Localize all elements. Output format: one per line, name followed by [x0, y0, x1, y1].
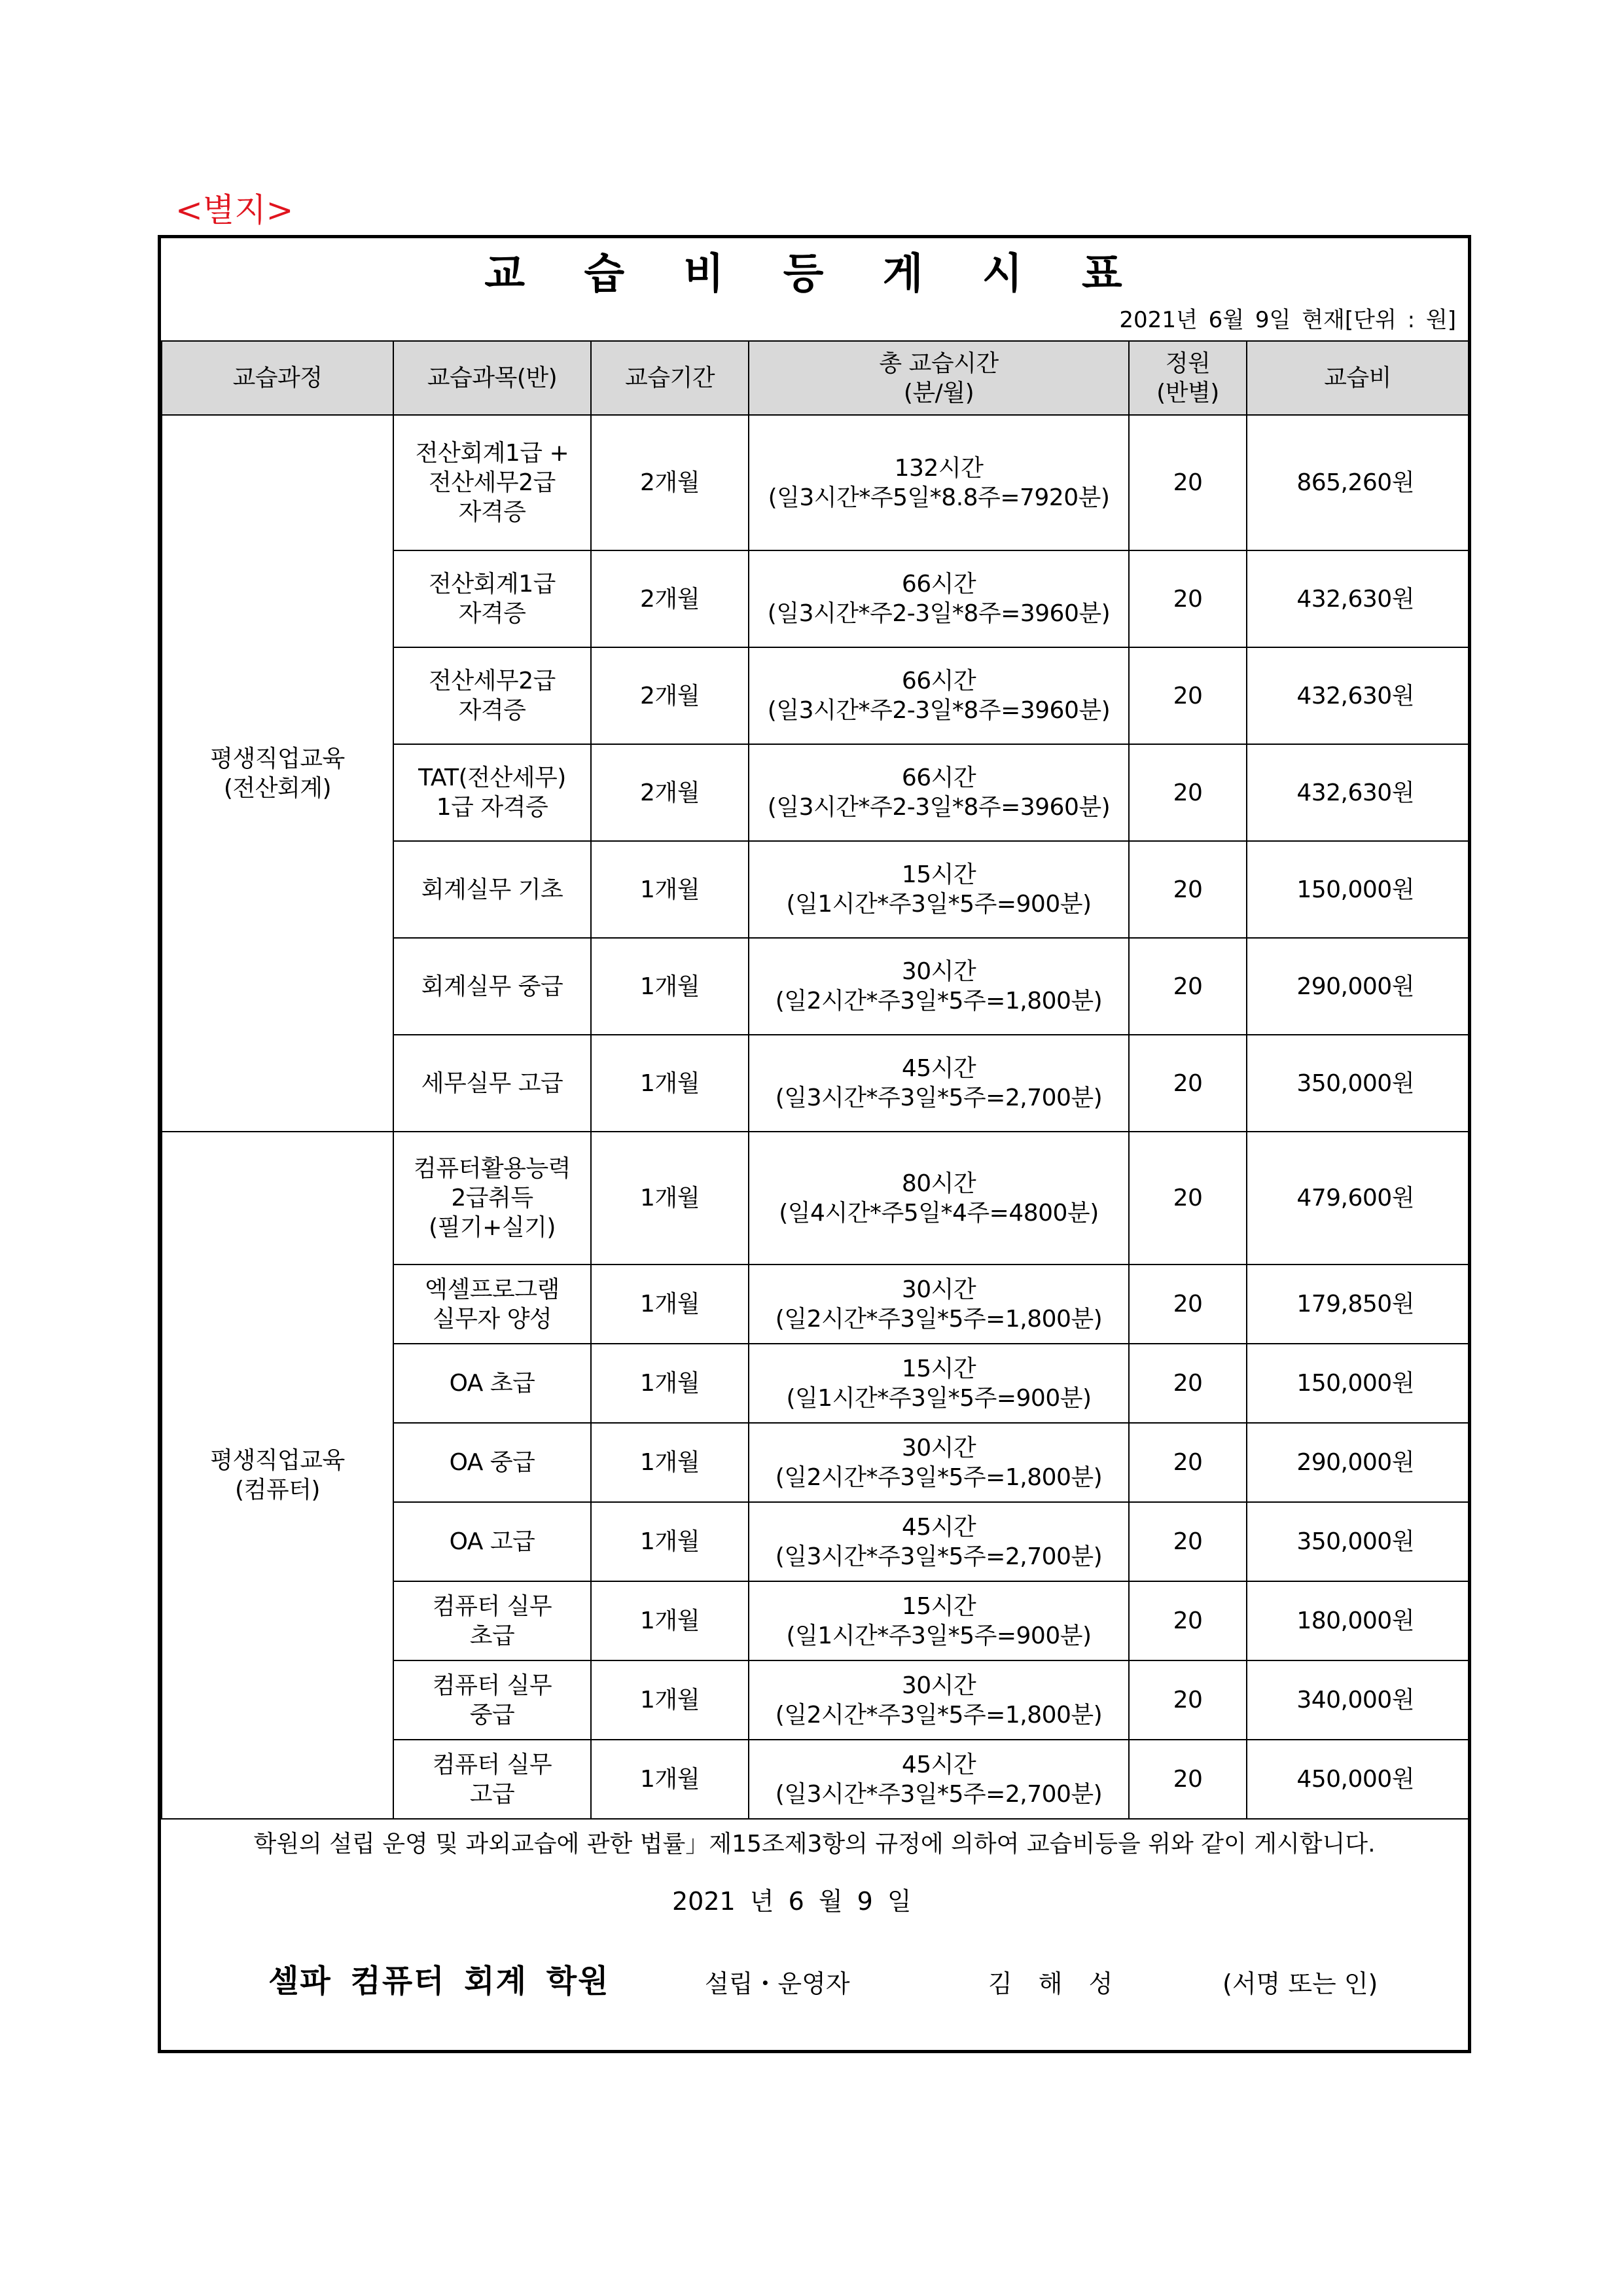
- total-hours: 80시간: [901, 1170, 976, 1197]
- total-hours: 45시간: [901, 1055, 976, 1082]
- hours-cell: [749, 1740, 1129, 1819]
- fee-cell: 450,000원: [1247, 1740, 1469, 1819]
- subject-line: OA 고급: [449, 1528, 535, 1555]
- title-row: [161, 238, 1468, 343]
- hours-cell: [749, 1035, 1129, 1132]
- subject-cell: [393, 415, 591, 550]
- capacity-cell: 20: [1129, 647, 1247, 744]
- subject-line: 실무자 양성: [432, 1305, 552, 1333]
- subject-line: 컴퓨터 실무: [432, 1751, 552, 1778]
- subject-line: OA 중급: [449, 1449, 535, 1476]
- capacity-cell: 20: [1129, 1035, 1247, 1132]
- period-cell: 1개월: [591, 1265, 749, 1344]
- hours-cell: [749, 550, 1129, 647]
- date-unit-line: 2021년 6월 9일 현재[단위 : 원]: [1119, 307, 1456, 333]
- publish-date: 2021 년 6 월 9 일: [672, 1887, 912, 1916]
- total-hours: 66시간: [901, 571, 976, 598]
- fee-table: [161, 340, 1469, 1820]
- total-hours: 15시간: [901, 861, 976, 888]
- hours-calculation: (일3시간*주3일*5주=2,700분): [775, 1780, 1103, 1808]
- period-cell: 1개월: [591, 1035, 749, 1132]
- subject-line: 고급: [469, 1780, 515, 1808]
- capacity-cell: 20: [1129, 1423, 1247, 1502]
- period-cell: 1개월: [591, 1660, 749, 1740]
- total-hours: 30시간: [901, 1276, 976, 1303]
- subject-line: 자격증: [458, 697, 526, 724]
- capacity-cell: 20: [1129, 1502, 1247, 1581]
- subject-line: 전산회계1급: [429, 571, 556, 598]
- course-category-cell: [162, 1132, 393, 1819]
- subject-cell: [393, 1660, 591, 1740]
- hours-cell: [749, 1265, 1129, 1344]
- subject-line: 전산세무2급: [429, 668, 556, 694]
- header-hours-line2: (분/월): [903, 379, 974, 406]
- subject-line: 전산세무2급: [429, 469, 556, 496]
- subject-cell: [393, 744, 591, 841]
- header-subject: 교습과목(반): [393, 341, 591, 415]
- course-category-line: (전산회계): [223, 774, 332, 802]
- hours-cell: [749, 841, 1129, 938]
- signature-note: (서명 또는 인): [1222, 1969, 1378, 1998]
- subject-cell: [393, 1035, 591, 1132]
- hours-cell: [749, 1581, 1129, 1660]
- hours-calculation: (일3시간*주2-3일*8주=3960분): [767, 697, 1111, 724]
- hours-cell: [749, 938, 1129, 1035]
- hours-calculation: (일4시간*주5일*4주=4800분): [779, 1199, 1099, 1227]
- period-cell: 1개월: [591, 1132, 749, 1265]
- period-cell: 1개월: [591, 1740, 749, 1819]
- fee-notice-frame: [158, 235, 1471, 2053]
- period-cell: 1개월: [591, 1581, 749, 1660]
- period-cell: 2개월: [591, 647, 749, 744]
- subject-line: 중급: [469, 1701, 515, 1729]
- hours-cell: [749, 647, 1129, 744]
- header-hours: [749, 341, 1129, 415]
- period-cell: 2개월: [591, 415, 749, 550]
- fee-cell: 290,000원: [1247, 938, 1469, 1035]
- header-capacity: [1129, 341, 1247, 415]
- total-hours: 132시간: [894, 454, 984, 482]
- subject-line: TAT(전산세무): [418, 764, 566, 791]
- subject-cell: [393, 841, 591, 938]
- header-capacity-line1: 정원: [1165, 350, 1211, 377]
- document-title: 교 습 비 등 게 시 표: [484, 250, 1145, 298]
- hours-calculation: (일3시간*주2-3일*8주=3960분): [767, 600, 1111, 627]
- capacity-cell: 20: [1129, 1740, 1247, 1819]
- subject-line: 전산회계1급 +: [415, 440, 569, 467]
- total-hours: 66시간: [901, 764, 976, 791]
- total-hours: 15시간: [901, 1592, 976, 1620]
- operator-name: 김 해 성: [988, 1969, 1122, 1998]
- subject-line: OA 초급: [449, 1370, 535, 1397]
- hours-calculation: (일2시간*주3일*5주=1,800분): [775, 988, 1103, 1014]
- subject-line: 컴퓨터 실무: [432, 1592, 552, 1620]
- subject-line: 자격증: [458, 499, 526, 526]
- capacity-cell: 20: [1129, 1581, 1247, 1660]
- header-period: 교습기간: [591, 341, 749, 415]
- subject-cell: [393, 1265, 591, 1344]
- subject-cell: [393, 1132, 591, 1265]
- academy-name: 셀파 컴퓨터 회계 학원: [268, 1963, 610, 2000]
- total-hours: 45시간: [901, 1513, 976, 1541]
- subject-cell: [393, 1502, 591, 1581]
- hours-cell: [749, 1502, 1129, 1581]
- hours-calculation: (일3시간*주3일*5주=2,700분): [775, 1085, 1103, 1111]
- total-hours: 30시간: [901, 958, 976, 985]
- annex-label: <별지>: [175, 191, 294, 229]
- hours-calculation: (일1시간*주3일*5주=900분): [786, 891, 1092, 918]
- subject-line: 2급취득: [451, 1185, 533, 1211]
- subject-line: 세무실무 고급: [421, 1069, 563, 1097]
- capacity-cell: 20: [1129, 1132, 1247, 1265]
- period-cell: 2개월: [591, 550, 749, 647]
- fee-cell: 432,630원: [1247, 550, 1469, 647]
- capacity-cell: 20: [1129, 744, 1247, 841]
- table-row: [162, 415, 1469, 550]
- period-cell: 1개월: [591, 1344, 749, 1423]
- fee-cell: 150,000원: [1247, 841, 1469, 938]
- hours-cell: [749, 415, 1129, 550]
- subject-line: 자격증: [458, 600, 526, 627]
- hours-calculation: (일1시간*주3일*5주=900분): [786, 1622, 1092, 1649]
- fee-cell: 340,000원: [1247, 1660, 1469, 1740]
- subject-cell: [393, 1581, 591, 1660]
- hours-cell: [749, 744, 1129, 841]
- header-fee: 교습비: [1247, 341, 1469, 415]
- hours-calculation: (일3시간*주5일*8.8주=7920분): [768, 484, 1110, 511]
- capacity-cell: 20: [1129, 938, 1247, 1035]
- total-hours: 66시간: [901, 668, 976, 694]
- header-hours-line1: 총 교습시간: [879, 350, 999, 377]
- fee-cell: 432,630원: [1247, 647, 1469, 744]
- subject-line: 엑셀프로그램: [425, 1276, 560, 1303]
- capacity-cell: 20: [1129, 1265, 1247, 1344]
- hours-calculation: (일2시간*주3일*5주=1,800분): [775, 1463, 1103, 1491]
- total-hours: 15시간: [901, 1355, 976, 1382]
- subject-cell: [393, 1423, 591, 1502]
- hours-calculation: (일2시간*주3일*5주=1,800분): [775, 1305, 1103, 1333]
- subject-cell: [393, 550, 591, 647]
- period-cell: 1개월: [591, 1502, 749, 1581]
- subject-cell: [393, 938, 591, 1035]
- fee-cell: 180,000원: [1247, 1581, 1469, 1660]
- hours-calculation: (일3시간*주2-3일*8주=3960분): [767, 794, 1111, 821]
- capacity-cell: 20: [1129, 415, 1247, 550]
- period-cell: 2개월: [591, 744, 749, 841]
- header-course: 교습과정: [162, 341, 393, 415]
- subject-line: 컴퓨터활용능력: [414, 1155, 571, 1182]
- role-label: 설립・운영자: [705, 1969, 850, 1998]
- hours-cell: [749, 1423, 1129, 1502]
- subject-cell: [393, 1344, 591, 1423]
- capacity-cell: 20: [1129, 1660, 1247, 1740]
- fee-cell: 179,850원: [1247, 1265, 1469, 1344]
- fee-cell: 150,000원: [1247, 1344, 1469, 1423]
- fee-table-body: [162, 415, 1469, 1819]
- total-hours: 45시간: [901, 1751, 976, 1778]
- hours-calculation: (일2시간*주3일*5주=1,800분): [775, 1701, 1103, 1729]
- hours-cell: [749, 1344, 1129, 1423]
- fee-cell: 290,000원: [1247, 1423, 1469, 1502]
- hours-calculation: (일1시간*주3일*5주=900분): [786, 1384, 1092, 1412]
- capacity-cell: 20: [1129, 841, 1247, 938]
- course-category-cell: [162, 415, 393, 1132]
- hours-cell: [749, 1132, 1129, 1265]
- fee-cell: 432,630원: [1247, 744, 1469, 841]
- hours-cell: [749, 1660, 1129, 1740]
- subject-line: 회계실무 중급: [421, 973, 563, 1000]
- capacity-cell: 20: [1129, 550, 1247, 647]
- fee-cell: 350,000원: [1247, 1502, 1469, 1581]
- course-category-line: 평생직업교육: [210, 1447, 345, 1474]
- period-cell: 1개월: [591, 938, 749, 1035]
- course-category-line: (컴퓨터): [235, 1477, 320, 1503]
- subject-line: 회계실무 기초: [421, 876, 563, 903]
- fee-cell: 865,260원: [1247, 415, 1469, 550]
- header-capacity-line2: (반별): [1156, 379, 1219, 406]
- subject-line: (필기+실기): [429, 1214, 556, 1241]
- total-hours: 30시간: [901, 1434, 976, 1462]
- fee-cell: 479,600원: [1247, 1132, 1469, 1265]
- period-cell: 1개월: [591, 841, 749, 938]
- period-cell: 1개월: [591, 1423, 749, 1502]
- subject-line: 컴퓨터 실무: [432, 1672, 552, 1699]
- table-row: [162, 1132, 1469, 1265]
- legal-notice: 학원의 설립 운영 및 과외교습에 관한 법률」제15조제3항의 규정에 의하여 교습비등을 위와 같이 게시합니다.: [253, 1831, 1376, 1857]
- subject-line: 초급: [469, 1622, 515, 1649]
- subject-line: 1급 자격증: [436, 794, 548, 821]
- subject-cell: [393, 1740, 591, 1819]
- hours-calculation: (일3시간*주3일*5주=2,700분): [775, 1543, 1103, 1570]
- fee-cell: 350,000원: [1247, 1035, 1469, 1132]
- table-header-row: [162, 341, 1469, 415]
- total-hours: 30시간: [901, 1672, 976, 1699]
- subject-cell: [393, 647, 591, 744]
- capacity-cell: 20: [1129, 1344, 1247, 1423]
- course-category-line: 평생직업교육: [210, 745, 345, 772]
